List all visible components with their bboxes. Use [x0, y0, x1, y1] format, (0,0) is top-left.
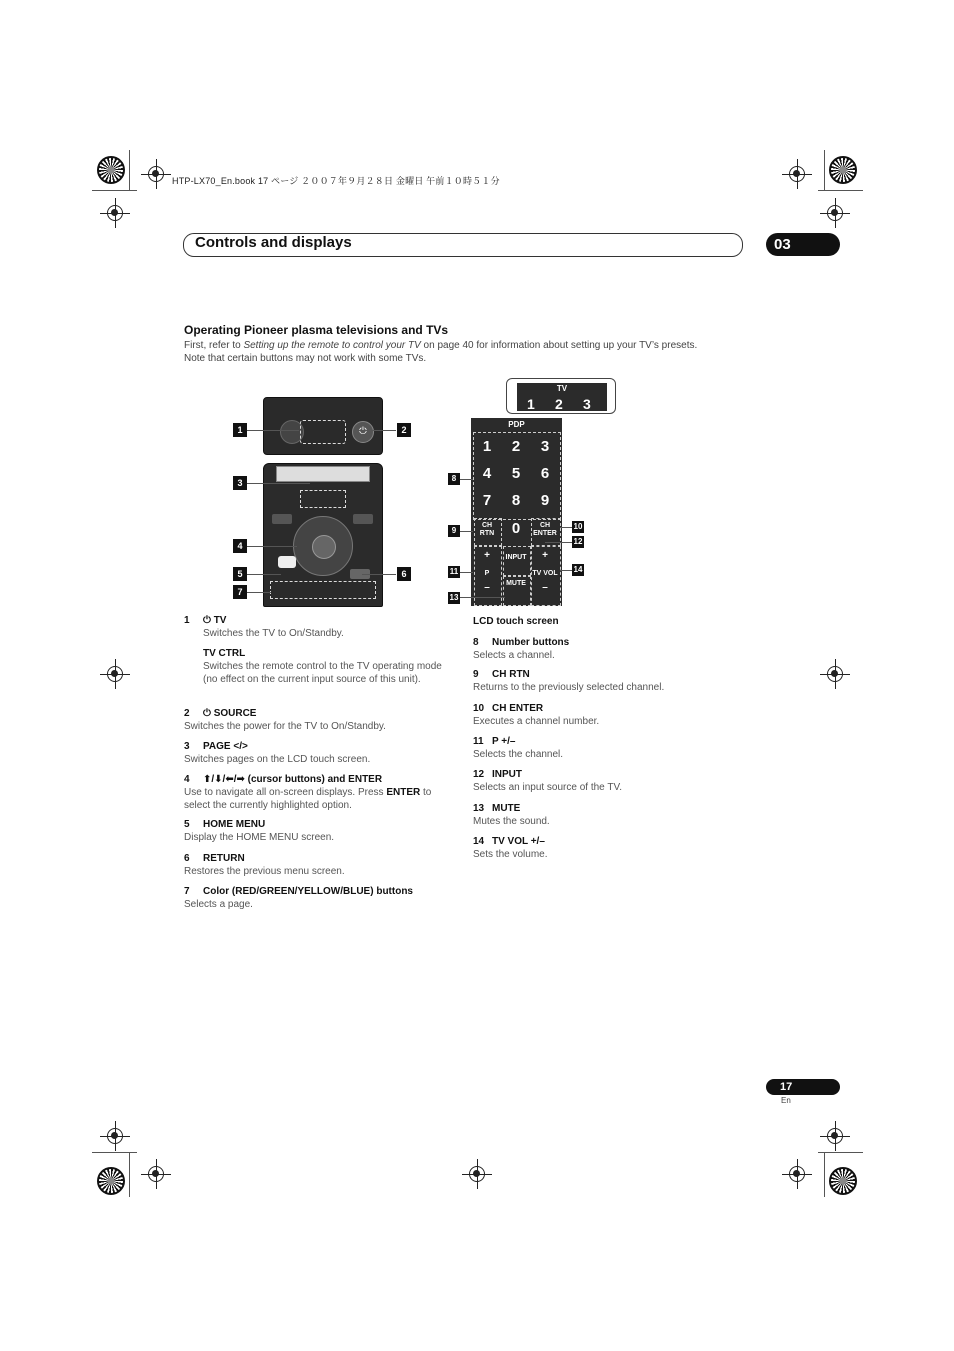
side-button — [272, 514, 292, 524]
item-10: 10 CH ENTER Executes a channel number. — [473, 703, 600, 727]
cursor-pad — [293, 516, 353, 576]
callout-line — [247, 592, 271, 593]
item-4: 4 ⬆/⬇/⬅/➡ (cursor buttons) and ENTER Use to navigate all on-screen displays. Press ENTER to select the currently highlighted option. — [184, 774, 432, 811]
item-11: 11 P +/– Selects the channel. — [473, 736, 564, 760]
page-title: Controls and displays — [195, 234, 352, 251]
callout-2: 2 — [397, 423, 411, 437]
crop-line — [92, 1152, 137, 1153]
pdp-keypad — [471, 418, 562, 606]
chapter-number: 03 — [766, 233, 840, 256]
item-5: 5 HOME MENU Display the HOME MENU screen. — [184, 819, 335, 843]
crop-line — [818, 190, 863, 191]
callout-line — [460, 531, 473, 532]
callout-line — [460, 597, 505, 598]
p-minus: – — [484, 582, 490, 593]
callout-13: 13 — [449, 593, 459, 602]
callout-3: 3 — [233, 476, 247, 490]
registration-mark — [148, 166, 164, 182]
callout-line — [247, 483, 310, 484]
item-8: 8 Number buttons Selects a channel. — [473, 637, 570, 661]
crop-line — [824, 1152, 825, 1197]
highlight-box — [300, 420, 346, 444]
item-13: 13 MUTE Mutes the sound. — [473, 803, 550, 827]
remote-top-illustration — [263, 397, 383, 455]
callout-9: 9 — [448, 525, 460, 537]
registration-mark — [827, 205, 843, 221]
callout-line — [560, 527, 572, 528]
enter-button — [312, 535, 336, 559]
tv-preview-bubble — [506, 378, 616, 414]
tv-digit: 1 — [527, 396, 535, 412]
callout-8: 8 — [448, 473, 460, 485]
digit-6: 6 — [540, 465, 550, 482]
callout-line — [362, 574, 396, 575]
registration-mark — [107, 1128, 123, 1144]
mute-key: MUTE — [506, 580, 526, 587]
callout-10: 10 — [573, 522, 583, 531]
callout-line — [247, 430, 299, 431]
remote-main-illustration — [263, 463, 383, 607]
book-slug: HTP-LX70_En.book 17 ページ ２００７年９月２８日 金曜日 午前１０時５１分 — [172, 176, 500, 186]
power-icon: ⏻ — [352, 421, 374, 443]
item-tv-ctrl: TV CTRL Switches the remote control to the TV operating mode (no effect on the current input source of this unit). — [203, 648, 442, 685]
ch-enter-key: CH ENTER — [533, 522, 557, 537]
registration-mark — [107, 205, 123, 221]
callout-line — [460, 479, 473, 480]
item-7: 7 Color (RED/GREEN/YELLOW/BLUE) buttons Selects a page. — [184, 886, 413, 910]
page-number: 17 — [766, 1079, 840, 1095]
crop-target-top-left — [97, 156, 125, 184]
tv-digit: 3 — [583, 396, 591, 412]
crop-line — [129, 1152, 130, 1197]
crop-line — [824, 150, 825, 190]
callout-1: 1 — [233, 423, 247, 437]
digit-9: 9 — [540, 492, 550, 509]
registration-mark — [789, 166, 805, 182]
p-label: P — [484, 570, 490, 577]
digit-1: 1 — [482, 438, 492, 455]
tv-digit: 2 — [555, 396, 563, 412]
vol-plus: + — [542, 550, 548, 561]
callout-14: 14 — [573, 565, 583, 574]
callout-5: 5 — [233, 567, 247, 581]
digit-4: 4 — [482, 465, 492, 482]
digit-0: 0 — [511, 520, 521, 537]
callout-4: 4 — [233, 539, 247, 553]
digit-2: 2 — [511, 438, 521, 455]
vol-minus: – — [542, 582, 548, 593]
item-9: 9 CH RTN Returns to the previously selected channel. — [473, 669, 665, 693]
digit-7: 7 — [482, 492, 492, 509]
language-code: En — [781, 1096, 791, 1105]
callout-line — [560, 570, 572, 571]
item-6: 6 RETURN Restores the previous menu screen. — [184, 853, 345, 877]
page-buttons — [300, 490, 346, 508]
crop-target-top-right — [829, 156, 857, 184]
pdp-label: PDP — [508, 420, 525, 429]
registration-mark — [827, 666, 843, 682]
registration-mark — [827, 1128, 843, 1144]
callout-12: 12 — [573, 537, 583, 546]
side-button — [353, 514, 373, 524]
digit-5: 5 — [511, 465, 521, 482]
tv-label: TV — [556, 384, 568, 393]
item-1: 1 ⏻ TV Switches the TV to On/Standby. — [184, 615, 344, 639]
callout-11: 11 — [449, 567, 459, 576]
crop-line — [129, 150, 130, 190]
home-menu-button — [278, 556, 296, 568]
item-12: 12 INPUT Selects an input source of the TV. — [473, 769, 622, 793]
tv-vol-label: TV VOL — [532, 570, 558, 577]
callout-line — [460, 572, 473, 573]
crop-line — [92, 190, 137, 191]
callout-6: 6 — [397, 567, 411, 581]
callout-line — [247, 574, 281, 575]
p-plus: + — [484, 550, 490, 561]
registration-mark — [148, 1166, 164, 1182]
ch-rtn-key: CH RTN — [479, 522, 495, 537]
crop-target-bottom-left — [97, 1167, 125, 1195]
input-key: INPUT — [505, 554, 527, 561]
tv-keypad-preview — [517, 383, 607, 411]
lcd-heading: LCD touch screen — [473, 616, 559, 627]
color-buttons — [270, 581, 376, 599]
callout-line — [247, 546, 297, 547]
callout-line — [545, 542, 572, 543]
registration-mark — [107, 666, 123, 682]
item-3: 3 PAGE </> Switches pages on the LCD touch screen. — [184, 741, 371, 765]
item-2: 2 ⏻ SOURCE Switches the power for the TV to On/Standby. — [184, 708, 386, 732]
callout-7: 7 — [233, 585, 247, 599]
registration-mark — [469, 1166, 485, 1182]
registration-mark — [789, 1166, 805, 1182]
lcd-screen-edge — [276, 466, 370, 482]
digit-8: 8 — [511, 492, 521, 509]
section-title: Operating Pioneer plasma televisions and TVs — [184, 323, 449, 337]
callout-line — [358, 430, 396, 431]
crop-target-bottom-right — [829, 1167, 857, 1195]
item-14: 14 TV VOL +/– Sets the volume. — [473, 836, 548, 860]
section-intro: First, refer to Setting up the remote to control your TV on page 40 for information about setting up your TV’s presets. Note that certain buttons may not work with some TVs. — [184, 340, 698, 364]
digit-3: 3 — [540, 438, 550, 455]
